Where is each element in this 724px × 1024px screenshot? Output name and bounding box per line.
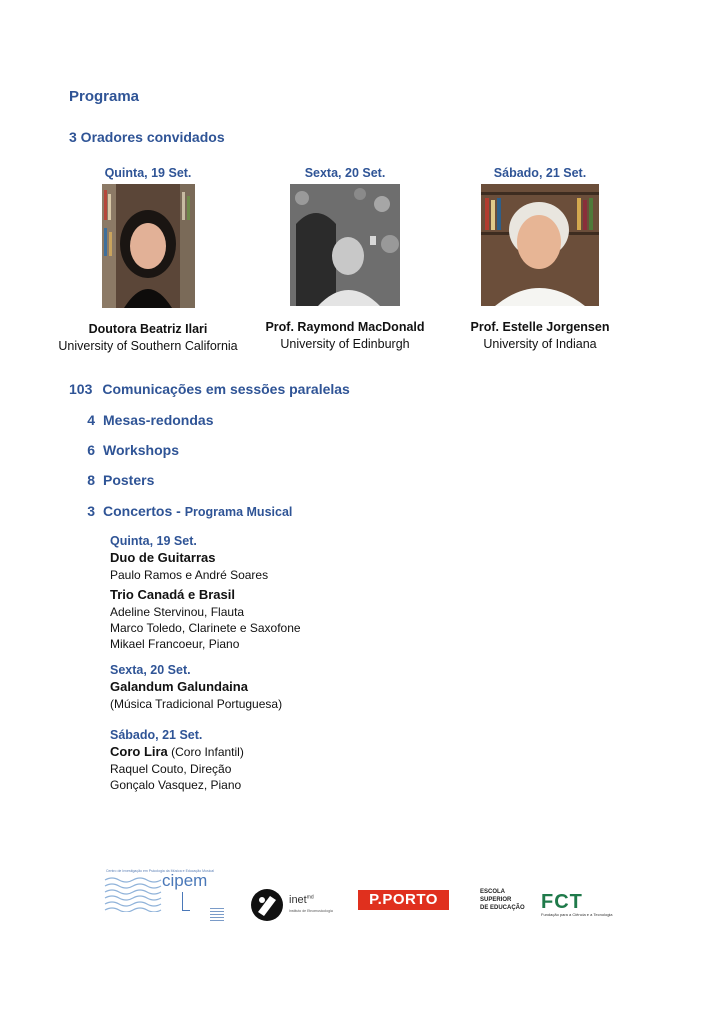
stat-extra: Programa Musical (184, 505, 293, 519)
speaker-photo (102, 184, 195, 308)
fct-caption: Fundação para a Ciência e a Tecnologia (541, 912, 613, 917)
stat-count: 4 (87, 412, 95, 428)
stat-count: 6 (87, 442, 95, 458)
cipem-wordmark: cipem (162, 871, 208, 890)
speaker-name: Doutora Beatriz Ilari (88, 322, 208, 336)
concert-performer: Paulo Ramos e André Soares (110, 568, 269, 582)
speaker-day: Sexta, 20 Set. (304, 166, 386, 180)
stat-count: 103 (69, 381, 93, 397)
pporto-logo (358, 890, 449, 910)
stat-label: Comunicações em sessões paralelas (102, 381, 350, 397)
stat-count: 3 (87, 503, 95, 519)
speaker-card (440, 166, 640, 351)
concert-performer: Marco Toledo, Clarinete e Saxofone (110, 621, 301, 635)
stat-concerts (69, 503, 292, 519)
speaker-photo (481, 184, 599, 306)
concert-performer: Gonçalo Vasquez, Piano (110, 778, 242, 792)
section-heading-speakers: 3 Oradores convidados (69, 129, 225, 145)
concert-program (110, 534, 530, 793)
speaker-affiliation: University of Southern California (58, 339, 238, 353)
cipem-caption: Centro de Investigação em Psicologia da Música e Educação Musical (106, 869, 214, 873)
speaker-day: Quinta, 19 Set. (104, 166, 192, 180)
speaker-card (245, 166, 445, 351)
concert-act-name (110, 744, 530, 759)
stat-posters (69, 472, 154, 488)
stat-label: Mesas-redondas (103, 412, 214, 428)
escola-logo (480, 888, 525, 912)
concert-day: Sábado, 21 Set. (110, 728, 203, 742)
escola-line: ESCOLA (480, 889, 506, 895)
stat-label: Posters (103, 472, 155, 488)
speaker-name: Prof. Estelle Jorgensen (470, 320, 610, 334)
concert-day: Quinta, 19 Set. (110, 534, 197, 548)
concert-performer: Mikael Francoeur, Piano (110, 637, 240, 651)
concert-performer: Adeline Stervinou, Flauta (110, 605, 245, 619)
concert-day: Sexta, 20 Set. (110, 663, 191, 677)
inet-wordmark: inet (289, 894, 307, 906)
stat-communications (69, 381, 350, 397)
speaker-name: Prof. Raymond MacDonald (265, 320, 425, 334)
concert-act-name: Duo de Guitarras (110, 550, 216, 565)
fct-wordmark: FCT (541, 891, 583, 913)
stat-roundtables (69, 412, 213, 428)
inet-superscript: md (306, 894, 314, 901)
stat-label: Workshops (103, 442, 179, 458)
concert-act-name: Trio Canadá e Brasil (110, 587, 235, 602)
cipem-logo (104, 866, 226, 926)
speaker-affiliation: University of Indiana (483, 337, 597, 351)
footer-logos (0, 866, 724, 926)
concert-act-note: (Coro Infantil) (167, 745, 244, 759)
escola-line: DE EDUCAÇÃO (480, 905, 525, 911)
inet-icon (250, 888, 284, 922)
waves-icon (104, 876, 164, 912)
concert-performer: (Música Tradicional Portuguesa) (110, 697, 283, 711)
stat-count: 8 (87, 472, 95, 488)
stat-workshops (69, 442, 179, 458)
stat-separator: - (172, 503, 185, 519)
speaker-photo (290, 184, 400, 306)
speaker-affiliation: University of Edinburgh (280, 337, 410, 351)
pporto-wordmark: PORTO (382, 891, 438, 908)
concert-act-name: Galandum Galundaina (110, 679, 248, 694)
speaker-card (48, 166, 248, 353)
concert-performer: Raquel Couto, Direção (110, 762, 232, 776)
stat-label: Concertos (103, 503, 173, 519)
pporto-prefix: P. (369, 891, 383, 908)
escola-line: SUPERIOR (480, 897, 512, 903)
fct-logo (541, 892, 615, 917)
concert-act-title: Coro Lira (110, 744, 168, 759)
inet-caption: Instituto de Etnomusicologia (289, 909, 333, 913)
page-title: Programa (69, 88, 140, 105)
speaker-day: Sábado, 21 Set. (493, 166, 587, 180)
